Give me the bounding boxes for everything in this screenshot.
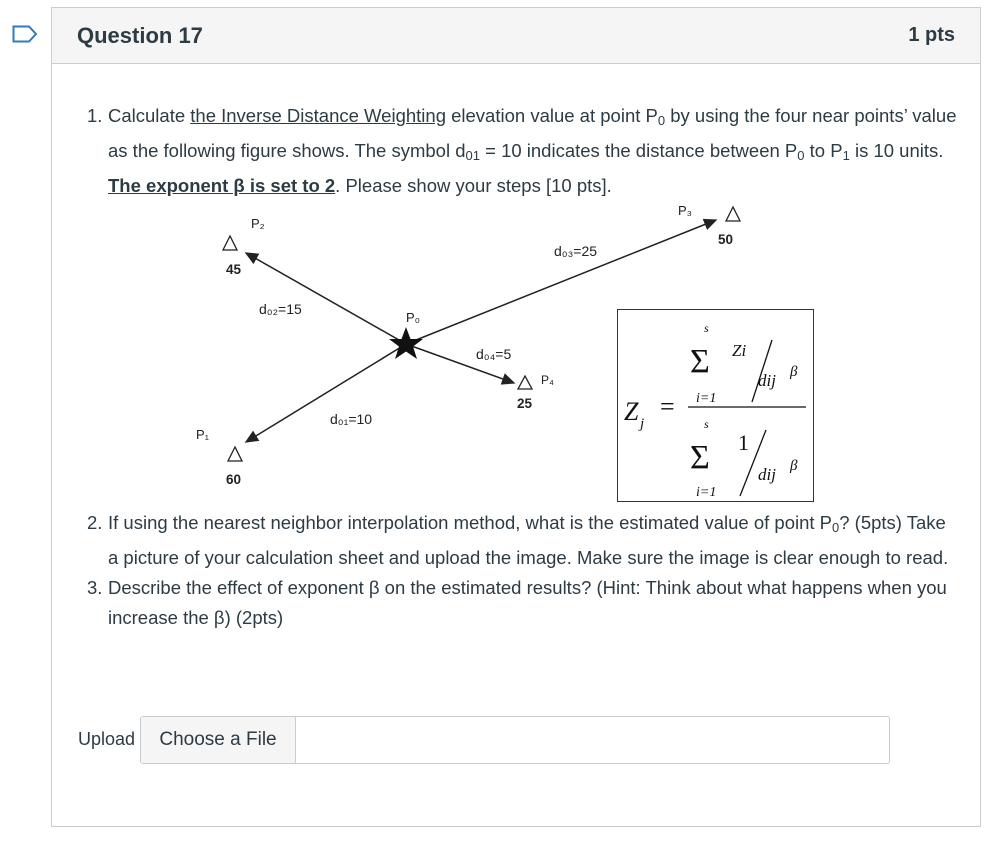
subscript: 1 <box>842 148 850 163</box>
label-p0: P₀ <box>406 310 421 325</box>
label-p3: P₃ <box>678 203 692 218</box>
formula-lhs-sub: j <box>640 416 645 432</box>
sum-symbol-den: Σ <box>690 439 710 476</box>
label-d01: d₀₁=10 <box>330 411 373 427</box>
sum-bottom-num: i=1 <box>696 391 717 406</box>
label-p4: P₄ <box>541 373 554 387</box>
question-points: 1 pts <box>908 24 955 46</box>
p3-triangle-icon <box>726 207 740 221</box>
item-text: . Please show your steps [10 pts]. <box>335 175 612 196</box>
denominator-term: 1 <box>738 430 749 455</box>
value-p2: 45 <box>226 262 242 277</box>
item-text: to P <box>804 140 843 161</box>
exponent-note: The exponent β is set to 2 <box>108 175 336 196</box>
subscript: 01 <box>465 148 480 163</box>
item-text: Calculate <box>108 105 191 126</box>
value-p4: 25 <box>517 396 533 411</box>
subscript: 0 <box>832 520 840 535</box>
label-p2: P₂ <box>251 216 265 231</box>
sum-top-den: s <box>704 417 709 431</box>
p4-triangle-icon <box>518 376 532 389</box>
numerator-dist: dij <box>758 371 776 390</box>
p0-star-icon <box>389 327 423 359</box>
idw-link-text: the Inverse Distance Weighting <box>190 105 446 126</box>
upload-label: Upload <box>78 729 136 749</box>
numerator-term: Zi <box>732 341 747 360</box>
subscript: 0 <box>657 113 666 128</box>
formula-equals: = <box>660 392 675 421</box>
line-p0-p2 <box>246 253 406 344</box>
item-text: elevation value at point P <box>445 105 658 126</box>
item-number: 1. <box>87 105 103 126</box>
label-d02: d₀₂=15 <box>259 301 302 317</box>
item-number: 3. <box>87 577 103 598</box>
sum-top-num: s <box>704 321 709 335</box>
subscript: 0 <box>797 148 805 163</box>
item-text: is 10 units. <box>849 140 944 161</box>
label-p1: P₁ <box>196 427 210 442</box>
sum-bottom-den: i=1 <box>696 485 717 500</box>
item-text: ? (5pts) Take a picture of your calculation sheet and upload the image. Make sure the image is clear enough to read. <box>108 512 949 568</box>
p2-triangle-icon <box>223 236 237 250</box>
item-text: Describe the effect of exponent β on the estimated results? (Hint: Think about what happens when you increase the β) (2pts) <box>108 577 947 628</box>
question-title: Question 17 <box>77 22 203 48</box>
choose-file-button[interactable]: Choose a File <box>141 717 296 763</box>
p1-triangle-icon <box>228 447 242 461</box>
item-number: 2. <box>87 512 103 533</box>
denominator-dist: dij <box>758 465 776 484</box>
formula-lhs: Z <box>624 397 639 426</box>
item-text: If using the nearest neighbor interpolation method, what is the estimated value of point P <box>108 512 833 533</box>
label-d04: d₀₄=5 <box>476 346 512 362</box>
sum-symbol: Σ <box>690 343 710 380</box>
label-d03: d₀₃=25 <box>554 243 598 259</box>
denominator-beta: β <box>790 458 798 474</box>
value-p1: 60 <box>226 472 242 487</box>
value-p3: 50 <box>718 232 734 247</box>
line-p0-p1 <box>246 344 406 442</box>
item-text: by using the four near points’ value as the following figure shows. The symbol d <box>108 105 957 161</box>
item-text: = 10 indicates the distance between P <box>479 140 798 161</box>
numerator-beta: β <box>790 364 798 380</box>
formula-graphic <box>618 310 812 500</box>
idw-formula <box>617 309 814 502</box>
